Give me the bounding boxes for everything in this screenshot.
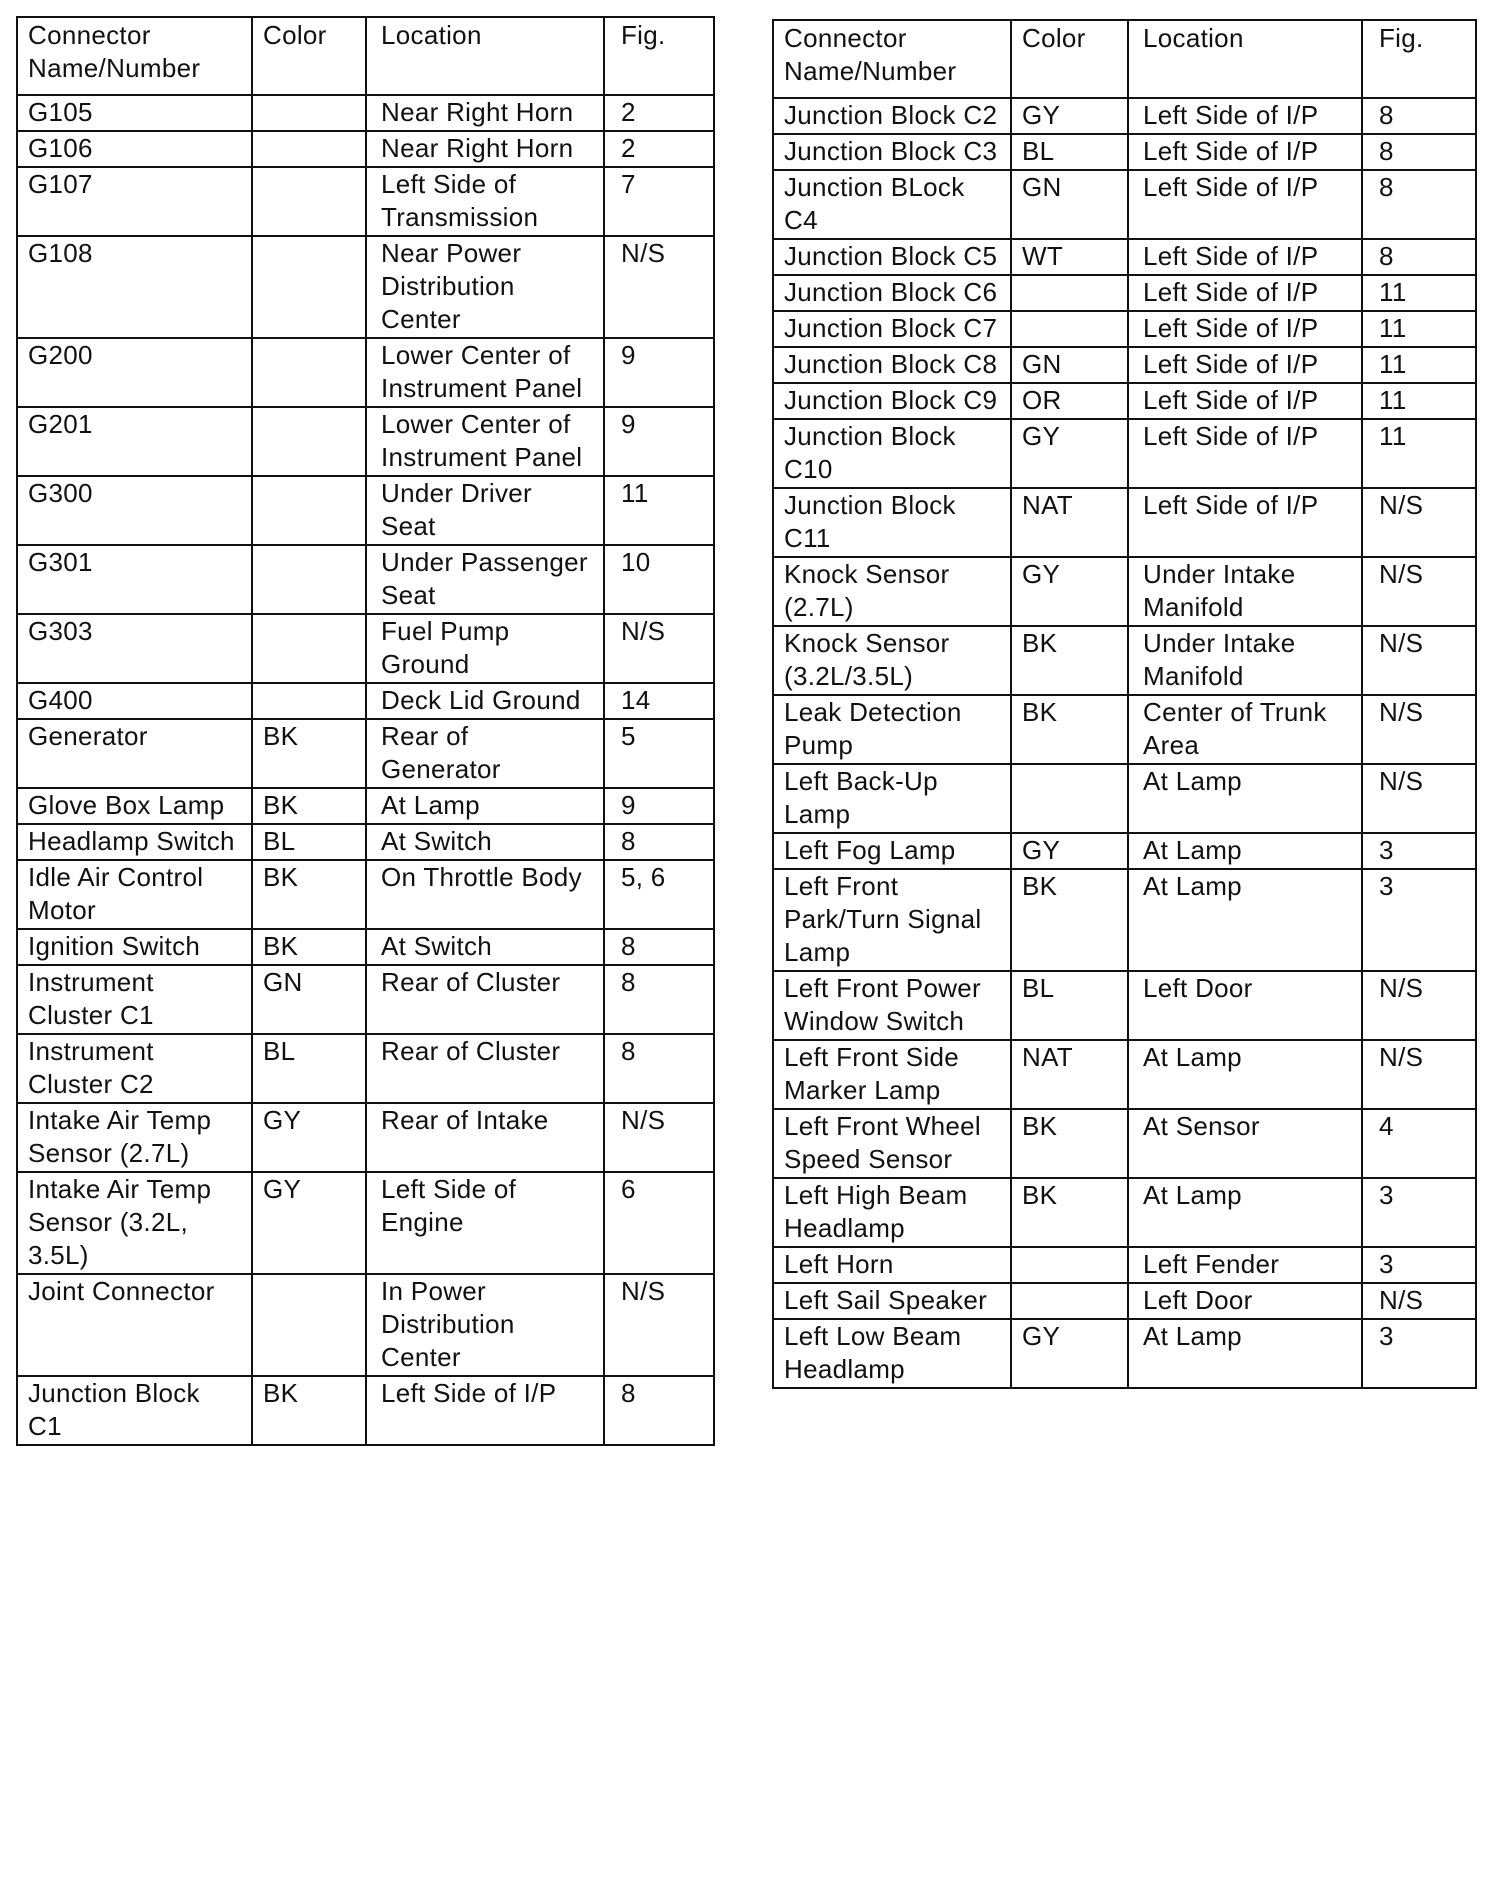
location-cell: Left Side of I/P — [366, 1376, 604, 1445]
fig-cell: 8 — [604, 1376, 714, 1445]
color-cell: GY — [252, 1172, 366, 1274]
connector-name-cell: G108 — [17, 236, 252, 338]
location-cell: At Lamp — [1128, 833, 1362, 869]
location-cell: Left Side of Engine — [366, 1172, 604, 1274]
connector-name-cell: Instrument Cluster C2 — [17, 1034, 252, 1103]
connector-name-cell: Instrument Cluster C1 — [17, 965, 252, 1034]
connector-name-cell: Knock Sensor (2.7L) — [773, 557, 1011, 626]
table-row — [773, 488, 1476, 557]
table-row — [773, 1178, 1476, 1247]
color-cell — [1011, 311, 1128, 347]
connector-name-cell: Left Horn — [773, 1247, 1011, 1283]
connector-name-cell: Generator — [17, 719, 252, 788]
connector-name-cell: Junction Block C5 — [773, 239, 1011, 275]
location-cell: Near Power Distribution Center — [366, 236, 604, 338]
location-cell: On Throttle Body — [366, 860, 604, 929]
location-cell: Left Side of I/P — [1128, 170, 1362, 239]
table-row — [773, 626, 1476, 695]
fig-cell: N/S — [1362, 557, 1476, 626]
location-cell: At Lamp — [366, 788, 604, 824]
connector-name-cell: G200 — [17, 338, 252, 407]
table-row — [773, 1283, 1476, 1319]
header-color: Color — [252, 17, 366, 95]
location-cell: Left Side of I/P — [1128, 134, 1362, 170]
connector-name-cell: G107 — [17, 167, 252, 236]
connector-name-cell: Junction BLock C4 — [773, 170, 1011, 239]
location-cell: At Lamp — [1128, 764, 1362, 833]
connector-name-cell: Left Front Park/Turn Signal Lamp — [773, 869, 1011, 971]
fig-cell: N/S — [1362, 764, 1476, 833]
table-row — [773, 557, 1476, 626]
color-cell — [252, 131, 366, 167]
header-row — [773, 20, 1476, 98]
connector-name-cell: Joint Connector — [17, 1274, 252, 1376]
location-cell: Left Side of I/P — [1128, 275, 1362, 311]
table-row — [773, 869, 1476, 971]
connector-name-cell: Ignition Switch — [17, 929, 252, 965]
connector-name-cell: Junction Block C6 — [773, 275, 1011, 311]
table-row — [17, 719, 714, 788]
table-row — [773, 98, 1476, 134]
location-cell: Fuel Pump Ground — [366, 614, 604, 683]
table-row — [17, 1172, 714, 1274]
location-cell: Under Intake Manifold — [1128, 557, 1362, 626]
color-cell: GY — [1011, 98, 1128, 134]
color-cell — [1011, 1283, 1128, 1319]
color-cell: NAT — [1011, 1040, 1128, 1109]
fig-cell: N/S — [1362, 695, 1476, 764]
table-row — [773, 833, 1476, 869]
table-row — [17, 1034, 714, 1103]
connector-table-right — [772, 19, 1477, 1389]
fig-cell: 9 — [604, 338, 714, 407]
color-cell — [1011, 275, 1128, 311]
table-row — [773, 1247, 1476, 1283]
location-cell: Deck Lid Ground — [366, 683, 604, 719]
location-cell: Under Intake Manifold — [1128, 626, 1362, 695]
connector-name-cell: Left Back-Up Lamp — [773, 764, 1011, 833]
connector-name-cell: G106 — [17, 131, 252, 167]
table-row — [773, 383, 1476, 419]
color-cell: GY — [1011, 557, 1128, 626]
location-cell: Under Passenger Seat — [366, 545, 604, 614]
location-cell: Rear of Cluster — [366, 965, 604, 1034]
color-cell: BL — [1011, 134, 1128, 170]
table-row — [17, 824, 714, 860]
connector-name-cell: Left Front Power Window Switch — [773, 971, 1011, 1040]
color-cell: GN — [252, 965, 366, 1034]
color-cell: BK — [1011, 626, 1128, 695]
color-cell: BK — [1011, 869, 1128, 971]
location-cell: Center of Trunk Area — [1128, 695, 1362, 764]
fig-cell: 3 — [1362, 833, 1476, 869]
location-cell: Left Door — [1128, 1283, 1362, 1319]
location-cell: At Lamp — [1128, 1040, 1362, 1109]
color-cell — [252, 236, 366, 338]
connector-name-cell: Junction Block C8 — [773, 347, 1011, 383]
connector-name-cell: G201 — [17, 407, 252, 476]
table-row — [773, 695, 1476, 764]
table-row — [773, 239, 1476, 275]
color-cell — [252, 1274, 366, 1376]
table-row — [17, 236, 714, 338]
connector-name-cell: Left Front Wheel Speed Sensor — [773, 1109, 1011, 1178]
table-row — [773, 311, 1476, 347]
fig-cell: N/S — [604, 1274, 714, 1376]
fig-cell: 8 — [1362, 98, 1476, 134]
color-cell: BK — [252, 929, 366, 965]
location-cell: At Switch — [366, 929, 604, 965]
location-cell: In Power Distribution Center — [366, 1274, 604, 1376]
fig-cell: 8 — [604, 965, 714, 1034]
connector-name-cell: Junction Block C7 — [773, 311, 1011, 347]
connector-name-cell: Headlamp Switch — [17, 824, 252, 860]
connector-name-cell: Intake Air Temp Sensor (3.2L, 3.5L) — [17, 1172, 252, 1274]
fig-cell: 5 — [604, 719, 714, 788]
connector-name-cell: Junction Block C11 — [773, 488, 1011, 557]
color-cell: BK — [252, 788, 366, 824]
table-row — [773, 1040, 1476, 1109]
color-cell: NAT — [1011, 488, 1128, 557]
location-cell: Rear of Generator — [366, 719, 604, 788]
table-row — [17, 683, 714, 719]
fig-cell: 11 — [1362, 419, 1476, 488]
fig-cell: 8 — [1362, 239, 1476, 275]
color-cell — [1011, 764, 1128, 833]
header-fig: Fig. — [604, 17, 714, 95]
fig-cell: N/S — [1362, 1283, 1476, 1319]
location-cell: At Sensor — [1128, 1109, 1362, 1178]
connector-name-cell: Junction Block C9 — [773, 383, 1011, 419]
color-cell — [252, 407, 366, 476]
table-row — [17, 614, 714, 683]
color-cell: BK — [252, 1376, 366, 1445]
table-row — [773, 134, 1476, 170]
location-cell: At Lamp — [1128, 1319, 1362, 1388]
fig-cell: 7 — [604, 167, 714, 236]
fig-cell: 11 — [1362, 275, 1476, 311]
fig-cell: 3 — [1362, 1178, 1476, 1247]
fig-cell: 9 — [604, 788, 714, 824]
color-cell — [252, 614, 366, 683]
location-cell: Left Side of I/P — [1128, 419, 1362, 488]
table-row — [17, 788, 714, 824]
table-row — [17, 131, 714, 167]
fig-cell: 2 — [604, 131, 714, 167]
location-cell: Left Door — [1128, 971, 1362, 1040]
location-cell: Rear of Intake — [366, 1103, 604, 1172]
table-row — [773, 1109, 1476, 1178]
connector-name-cell: Left Sail Speaker — [773, 1283, 1011, 1319]
table-row — [17, 965, 714, 1034]
location-cell: Near Right Horn — [366, 95, 604, 131]
connector-name-cell: Idle Air Control Motor — [17, 860, 252, 929]
color-cell — [252, 338, 366, 407]
table-row — [773, 971, 1476, 1040]
fig-cell: 11 — [1362, 311, 1476, 347]
location-cell: Left Side of I/P — [1128, 98, 1362, 134]
table-row — [773, 1319, 1476, 1388]
color-cell — [252, 545, 366, 614]
table-row — [773, 275, 1476, 311]
fig-cell: 9 — [604, 407, 714, 476]
header-fig: Fig. — [1362, 20, 1476, 98]
table-row — [17, 545, 714, 614]
header-row — [17, 17, 714, 95]
header-connector: Connector Name/Number — [773, 20, 1011, 98]
connector-name-cell: G303 — [17, 614, 252, 683]
connector-name-cell: Left High Beam Headlamp — [773, 1178, 1011, 1247]
color-cell: GY — [252, 1103, 366, 1172]
location-cell: Left Side of I/P — [1128, 311, 1362, 347]
connector-name-cell: Junction Block C2 — [773, 98, 1011, 134]
table-row — [17, 929, 714, 965]
color-cell: BK — [252, 719, 366, 788]
color-cell: BL — [1011, 971, 1128, 1040]
table-row — [773, 764, 1476, 833]
table-row — [17, 167, 714, 236]
fig-cell: 11 — [1362, 347, 1476, 383]
fig-cell: N/S — [1362, 1040, 1476, 1109]
header-connector: Connector Name/Number — [17, 17, 252, 95]
location-cell: Left Side of Transmission — [366, 167, 604, 236]
location-cell: Near Right Horn — [366, 131, 604, 167]
fig-cell: 11 — [604, 476, 714, 545]
connector-name-cell: Junction Block C1 — [17, 1376, 252, 1445]
fig-cell: 6 — [604, 1172, 714, 1274]
color-cell — [252, 476, 366, 545]
connector-name-cell: Leak Detection Pump — [773, 695, 1011, 764]
fig-cell: N/S — [1362, 626, 1476, 695]
color-cell: GN — [1011, 347, 1128, 383]
fig-cell: N/S — [604, 614, 714, 683]
table-row — [17, 338, 714, 407]
color-cell: GY — [1011, 419, 1128, 488]
fig-cell: 8 — [604, 929, 714, 965]
table-row — [17, 407, 714, 476]
color-cell — [252, 167, 366, 236]
location-cell: Left Side of I/P — [1128, 488, 1362, 557]
fig-cell: 5, 6 — [604, 860, 714, 929]
color-cell: BK — [252, 860, 366, 929]
fig-cell: N/S — [604, 1103, 714, 1172]
connector-name-cell: G300 — [17, 476, 252, 545]
fig-cell: 10 — [604, 545, 714, 614]
color-cell: OR — [1011, 383, 1128, 419]
fig-cell: 8 — [604, 1034, 714, 1103]
color-cell: BK — [1011, 1178, 1128, 1247]
fig-cell: 4 — [1362, 1109, 1476, 1178]
location-cell: Left Side of I/P — [1128, 347, 1362, 383]
fig-cell: 3 — [1362, 1247, 1476, 1283]
color-cell — [252, 683, 366, 719]
connector-name-cell: G301 — [17, 545, 252, 614]
fig-cell: 3 — [1362, 1319, 1476, 1388]
table-row — [17, 95, 714, 131]
connector-name-cell: Junction Block C3 — [773, 134, 1011, 170]
color-cell: BK — [1011, 1109, 1128, 1178]
connector-name-cell: Left Fog Lamp — [773, 833, 1011, 869]
header-location: Location — [366, 17, 604, 95]
fig-cell: 8 — [1362, 134, 1476, 170]
color-cell: GY — [1011, 833, 1128, 869]
connector-name-cell: Junction Block C10 — [773, 419, 1011, 488]
color-cell: BK — [1011, 695, 1128, 764]
connector-name-cell: G400 — [17, 683, 252, 719]
fig-cell: 14 — [604, 683, 714, 719]
table-row — [17, 1376, 714, 1445]
fig-cell: 8 — [1362, 170, 1476, 239]
connector-name-cell: Left Front Side Marker Lamp — [773, 1040, 1011, 1109]
color-cell — [252, 95, 366, 131]
table-row — [773, 347, 1476, 383]
connector-name-cell: Left Low Beam Headlamp — [773, 1319, 1011, 1388]
color-cell: GY — [1011, 1319, 1128, 1388]
connector-name-cell: Glove Box Lamp — [17, 788, 252, 824]
location-cell: Left Fender — [1128, 1247, 1362, 1283]
location-cell: Under Driver Seat — [366, 476, 604, 545]
color-cell — [1011, 1247, 1128, 1283]
connector-name-cell: G105 — [17, 95, 252, 131]
table-row — [773, 419, 1476, 488]
connector-name-cell: Knock Sensor (3.2L/3.5L) — [773, 626, 1011, 695]
table-row — [773, 170, 1476, 239]
table-row — [17, 860, 714, 929]
color-cell: BL — [252, 1034, 366, 1103]
fig-cell: 8 — [604, 824, 714, 860]
table-row — [17, 1103, 714, 1172]
fig-cell: N/S — [1362, 971, 1476, 1040]
color-cell: WT — [1011, 239, 1128, 275]
location-cell: Lower Center of Instrument Panel — [366, 407, 604, 476]
fig-cell: N/S — [1362, 488, 1476, 557]
connector-table-left — [16, 16, 715, 1446]
fig-cell: 3 — [1362, 869, 1476, 971]
table-row — [17, 1274, 714, 1376]
location-cell: At Lamp — [1128, 869, 1362, 971]
header-location: Location — [1128, 20, 1362, 98]
table-row — [17, 476, 714, 545]
location-cell: At Lamp — [1128, 1178, 1362, 1247]
fig-cell: N/S — [604, 236, 714, 338]
location-cell: Left Side of I/P — [1128, 383, 1362, 419]
connector-name-cell: Intake Air Temp Sensor (2.7L) — [17, 1103, 252, 1172]
location-cell: Lower Center of Instrument Panel — [366, 338, 604, 407]
color-cell: GN — [1011, 170, 1128, 239]
color-cell: BL — [252, 824, 366, 860]
location-cell: Rear of Cluster — [366, 1034, 604, 1103]
header-color: Color — [1011, 20, 1128, 98]
fig-cell: 11 — [1362, 383, 1476, 419]
location-cell: At Switch — [366, 824, 604, 860]
fig-cell: 2 — [604, 95, 714, 131]
location-cell: Left Side of I/P — [1128, 239, 1362, 275]
